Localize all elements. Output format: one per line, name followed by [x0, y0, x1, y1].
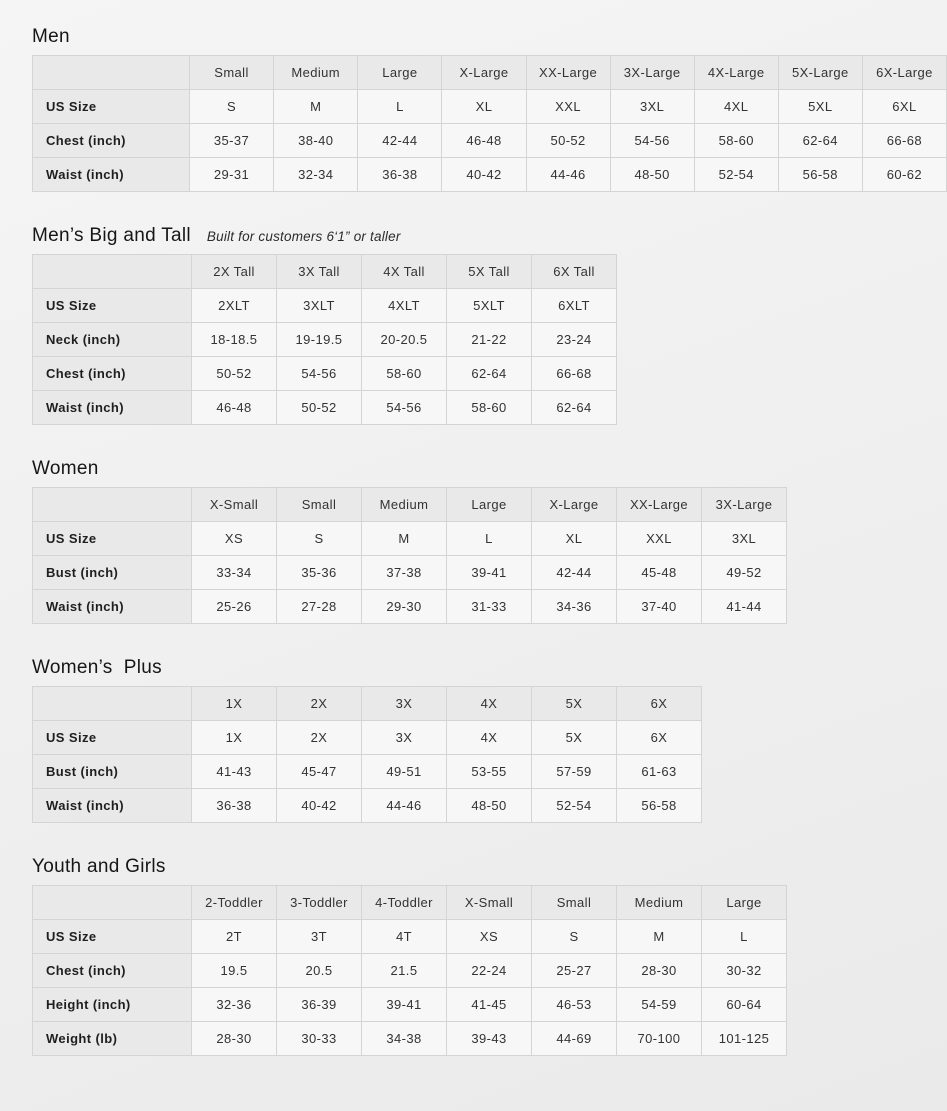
size-value-cell: 30-33: [277, 1022, 362, 1056]
size-value-cell: 49-52: [702, 556, 787, 590]
size-value-cell: 31-33: [447, 590, 532, 624]
size-value-cell: 35-37: [189, 124, 273, 158]
section-title-womens-plus: Women’s Plus: [32, 657, 162, 678]
size-value-cell: 58-60: [362, 357, 447, 391]
table-row: [33, 789, 702, 823]
size-value-cell: 60-62: [862, 158, 946, 192]
size-value-cell: 37-40: [617, 590, 702, 624]
size-value-cell: 28-30: [192, 1022, 277, 1056]
table-row: [33, 590, 787, 624]
size-value-cell: 4XLT: [362, 289, 447, 323]
column-header: 3X-Large: [610, 56, 694, 90]
size-value-cell: 21-22: [447, 323, 532, 357]
table-row: [33, 522, 787, 556]
column-header: X-Large: [442, 56, 526, 90]
row-label: Chest (inch): [33, 357, 192, 391]
corner-cell: [33, 488, 192, 522]
section-title-youth-and-girls: Youth and Girls: [32, 856, 166, 877]
table-row: [33, 954, 787, 988]
section-women: [32, 458, 947, 624]
section-big-tall-header: [32, 225, 947, 247]
column-header: Large: [358, 56, 442, 90]
header-row: [33, 687, 702, 721]
table-row: [33, 90, 947, 124]
section-womens-plus-header: [32, 657, 947, 679]
youth-and-girls-size-table: [32, 885, 787, 1056]
size-value-cell: 40-42: [442, 158, 526, 192]
size-value-cell: 4T: [362, 920, 447, 954]
corner-cell: [33, 56, 190, 90]
mens-big-and-tall-size-table: [32, 254, 617, 425]
size-value-cell: 101-125: [702, 1022, 787, 1056]
table-row: [33, 556, 787, 590]
table-row: [33, 920, 787, 954]
size-value-cell: 34-38: [362, 1022, 447, 1056]
table-row: [33, 289, 617, 323]
column-header: Large: [702, 886, 787, 920]
column-header: 2X: [277, 687, 362, 721]
size-value-cell: 3T: [277, 920, 362, 954]
corner-cell: [33, 886, 192, 920]
row-label: Neck (inch): [33, 323, 192, 357]
size-value-cell: 30-32: [702, 954, 787, 988]
table-row: [33, 357, 617, 391]
column-header: 4X: [447, 687, 532, 721]
size-value-cell: 56-58: [778, 158, 862, 192]
size-value-cell: 46-48: [442, 124, 526, 158]
size-value-cell: 36-39: [277, 988, 362, 1022]
size-value-cell: 53-55: [447, 755, 532, 789]
column-header: 6X Tall: [532, 255, 617, 289]
column-header: Medium: [274, 56, 358, 90]
size-value-cell: 32-36: [192, 988, 277, 1022]
column-header: 5X-Large: [778, 56, 862, 90]
section-mens-big-and-tall: [32, 225, 947, 425]
size-value-cell: 39-43: [447, 1022, 532, 1056]
size-value-cell: 44-46: [526, 158, 610, 192]
corner-cell: [33, 687, 192, 721]
row-label: US Size: [33, 721, 192, 755]
women-size-table: [32, 487, 787, 624]
size-value-cell: 6X: [617, 721, 702, 755]
size-value-cell: 41-45: [447, 988, 532, 1022]
table-row: [33, 988, 787, 1022]
column-header: 4X Tall: [362, 255, 447, 289]
size-value-cell: 38-40: [274, 124, 358, 158]
size-value-cell: 4X: [447, 721, 532, 755]
size-value-cell: 36-38: [358, 158, 442, 192]
size-value-cell: 46-48: [192, 391, 277, 425]
row-label: Chest (inch): [33, 124, 190, 158]
size-value-cell: 41-43: [192, 755, 277, 789]
size-value-cell: M: [617, 920, 702, 954]
column-header: X-Small: [447, 886, 532, 920]
size-value-cell: 29-31: [189, 158, 273, 192]
size-value-cell: XXL: [526, 90, 610, 124]
column-header: 6X: [617, 687, 702, 721]
header-row: [33, 488, 787, 522]
size-value-cell: 19-19.5: [277, 323, 362, 357]
size-value-cell: 35-36: [277, 556, 362, 590]
row-label: Bust (inch): [33, 755, 192, 789]
size-value-cell: 60-64: [702, 988, 787, 1022]
row-label: Waist (inch): [33, 158, 190, 192]
size-value-cell: 50-52: [192, 357, 277, 391]
size-value-cell: S: [532, 920, 617, 954]
column-header: 1X: [192, 687, 277, 721]
section-title-women: Women: [32, 458, 99, 479]
size-value-cell: 42-44: [358, 124, 442, 158]
row-label: Waist (inch): [33, 789, 192, 823]
row-label: US Size: [33, 522, 192, 556]
column-header: 3-Toddler: [277, 886, 362, 920]
size-value-cell: 57-59: [532, 755, 617, 789]
size-value-cell: 5XL: [778, 90, 862, 124]
size-value-cell: 48-50: [610, 158, 694, 192]
row-label: Bust (inch): [33, 556, 192, 590]
column-header: 5X: [532, 687, 617, 721]
size-value-cell: 20-20.5: [362, 323, 447, 357]
size-value-cell: 50-52: [277, 391, 362, 425]
size-value-cell: 54-56: [277, 357, 362, 391]
size-value-cell: S: [277, 522, 362, 556]
section-men-header: [32, 26, 947, 48]
size-value-cell: S: [189, 90, 273, 124]
size-value-cell: L: [358, 90, 442, 124]
size-value-cell: 28-30: [617, 954, 702, 988]
table-row: [33, 323, 617, 357]
size-value-cell: 3XL: [610, 90, 694, 124]
size-value-cell: 48-50: [447, 789, 532, 823]
section-title-mens-big-and-tall: Men’s Big and Tall: [32, 225, 191, 246]
size-value-cell: XL: [442, 90, 526, 124]
size-value-cell: 62-64: [532, 391, 617, 425]
size-value-cell: XXL: [617, 522, 702, 556]
size-value-cell: 37-38: [362, 556, 447, 590]
size-value-cell: 3XLT: [277, 289, 362, 323]
size-value-cell: 49-51: [362, 755, 447, 789]
size-value-cell: 58-60: [694, 124, 778, 158]
size-value-cell: 42-44: [532, 556, 617, 590]
section-women-header: [32, 458, 947, 480]
size-value-cell: 25-26: [192, 590, 277, 624]
size-value-cell: 39-41: [362, 988, 447, 1022]
size-value-cell: M: [362, 522, 447, 556]
section-youth-and-girls: [32, 856, 947, 1056]
size-value-cell: 6XL: [862, 90, 946, 124]
size-value-cell: 6XLT: [532, 289, 617, 323]
row-label: Weight (lb): [33, 1022, 192, 1056]
size-value-cell: L: [447, 522, 532, 556]
column-header: 6X-Large: [862, 56, 946, 90]
size-value-cell: 34-36: [532, 590, 617, 624]
table-row: [33, 158, 947, 192]
size-value-cell: 61-63: [617, 755, 702, 789]
column-header: X-Small: [192, 488, 277, 522]
column-header: Small: [532, 886, 617, 920]
men-size-table: [32, 55, 947, 192]
size-value-cell: 44-46: [362, 789, 447, 823]
womens-plus-size-table: [32, 686, 702, 823]
size-value-cell: 70-100: [617, 1022, 702, 1056]
row-label: Chest (inch): [33, 954, 192, 988]
size-value-cell: 2XLT: [192, 289, 277, 323]
column-header: XX-Large: [526, 56, 610, 90]
size-value-cell: 54-59: [617, 988, 702, 1022]
size-value-cell: XL: [532, 522, 617, 556]
table-row: [33, 721, 702, 755]
size-value-cell: 23-24: [532, 323, 617, 357]
size-value-cell: XS: [447, 920, 532, 954]
size-value-cell: 33-34: [192, 556, 277, 590]
table-row: [33, 1022, 787, 1056]
table-row: [33, 391, 617, 425]
column-header: 3X-Large: [702, 488, 787, 522]
size-value-cell: 20.5: [277, 954, 362, 988]
size-value-cell: 27-28: [277, 590, 362, 624]
row-label: US Size: [33, 90, 190, 124]
column-header: Large: [447, 488, 532, 522]
column-header: Small: [189, 56, 273, 90]
column-header: Small: [277, 488, 362, 522]
column-header: 2-Toddler: [192, 886, 277, 920]
size-value-cell: 44-69: [532, 1022, 617, 1056]
table-row: [33, 124, 947, 158]
section-womens-plus: [32, 657, 947, 823]
header-row: [33, 56, 947, 90]
section-title-men: Men: [32, 26, 70, 47]
header-row: [33, 255, 617, 289]
size-value-cell: 39-41: [447, 556, 532, 590]
size-value-cell: 3XL: [702, 522, 787, 556]
section-subtitle-mens-big-and-tall: Built for customers 6‘1” or taller: [206, 229, 401, 244]
size-value-cell: 66-68: [532, 357, 617, 391]
column-header: 3X: [362, 687, 447, 721]
size-value-cell: 56-58: [617, 789, 702, 823]
size-value-cell: 5XLT: [447, 289, 532, 323]
size-value-cell: 50-52: [526, 124, 610, 158]
size-value-cell: 66-68: [862, 124, 946, 158]
size-value-cell: 29-30: [362, 590, 447, 624]
size-value-cell: 3X: [362, 721, 447, 755]
size-value-cell: M: [274, 90, 358, 124]
size-value-cell: 2T: [192, 920, 277, 954]
column-header: 4-Toddler: [362, 886, 447, 920]
size-value-cell: 40-42: [277, 789, 362, 823]
table-row: [33, 755, 702, 789]
column-header: 3X Tall: [277, 255, 362, 289]
size-value-cell: 19.5: [192, 954, 277, 988]
column-header: XX-Large: [617, 488, 702, 522]
column-header: 4X-Large: [694, 56, 778, 90]
size-value-cell: 46-53: [532, 988, 617, 1022]
size-value-cell: 25-27: [532, 954, 617, 988]
size-value-cell: 58-60: [447, 391, 532, 425]
header-row: [33, 886, 787, 920]
size-value-cell: 1X: [192, 721, 277, 755]
size-value-cell: 5X: [532, 721, 617, 755]
size-value-cell: 54-56: [610, 124, 694, 158]
size-value-cell: 41-44: [702, 590, 787, 624]
size-value-cell: 54-56: [362, 391, 447, 425]
column-header: 2X Tall: [192, 255, 277, 289]
size-value-cell: 2X: [277, 721, 362, 755]
column-header: Medium: [362, 488, 447, 522]
size-value-cell: 22-24: [447, 954, 532, 988]
size-value-cell: 18-18.5: [192, 323, 277, 357]
section-youth-header: [32, 856, 947, 878]
size-value-cell: 45-47: [277, 755, 362, 789]
size-value-cell: 36-38: [192, 789, 277, 823]
size-value-cell: L: [702, 920, 787, 954]
corner-cell: [33, 255, 192, 289]
row-label: Waist (inch): [33, 391, 192, 425]
size-value-cell: 62-64: [778, 124, 862, 158]
size-value-cell: 32-34: [274, 158, 358, 192]
row-label: US Size: [33, 289, 192, 323]
row-label: Height (inch): [33, 988, 192, 1022]
section-men: [32, 26, 947, 192]
size-value-cell: 52-54: [532, 789, 617, 823]
column-header: X-Large: [532, 488, 617, 522]
column-header: Medium: [617, 886, 702, 920]
column-header: 5X Tall: [447, 255, 532, 289]
size-value-cell: 62-64: [447, 357, 532, 391]
size-value-cell: 52-54: [694, 158, 778, 192]
size-value-cell: XS: [192, 522, 277, 556]
size-value-cell: 21.5: [362, 954, 447, 988]
row-label: US Size: [33, 920, 192, 954]
size-value-cell: 4XL: [694, 90, 778, 124]
row-label: Waist (inch): [33, 590, 192, 624]
size-value-cell: 45-48: [617, 556, 702, 590]
